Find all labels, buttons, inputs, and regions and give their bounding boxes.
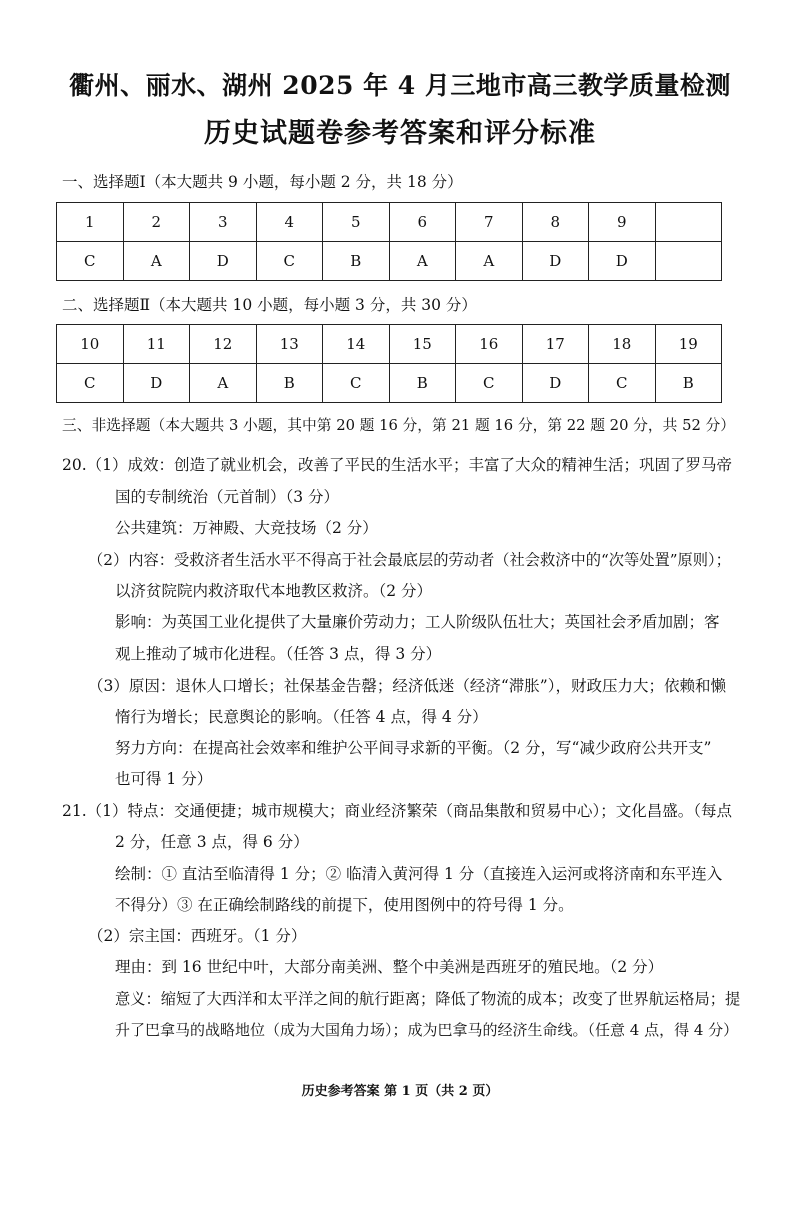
q20-line: 也可得 1 分） <box>115 770 213 788</box>
table-cell-number: 1 <box>57 203 124 242</box>
table-cell-answer: B <box>655 364 722 403</box>
table-row <box>57 325 722 364</box>
q20-line: 努力方向：在提高社会效率和维护公平间寻求新的平衡。（2 分，写“减少政府公共开支” <box>115 739 712 757</box>
table-cell-answer: A <box>190 364 257 403</box>
table-cell-answer: A <box>389 242 456 281</box>
table-cell-answer: D <box>123 364 190 403</box>
table-cell-number: 14 <box>323 325 390 364</box>
q21-line: （2）宗主国：西班牙。（1 分） <box>88 927 307 945</box>
q21-line: 绘制：① 直沽至临清得 1 分；② 临清入黄河得 1 分（直接连入运河或将济南和东平连入 <box>115 865 723 883</box>
table-cell-number: 6 <box>389 203 456 242</box>
table-cell-number: 19 <box>655 325 722 364</box>
table-row <box>57 203 722 242</box>
q21-line: 意义：缩短了大西洋和太平洋之间的航行距离；降低了物流的成本；改变了世界航运格局；提 <box>115 990 741 1008</box>
table-cell-answer: C <box>456 364 523 403</box>
table-cell-answer <box>655 242 722 281</box>
answer-table-2 <box>56 324 722 403</box>
table-cell-number: 15 <box>389 325 456 364</box>
table-cell-answer: C <box>57 242 124 281</box>
table-cell-number: 13 <box>256 325 323 364</box>
table-cell-number: 9 <box>589 203 656 242</box>
table-row <box>57 364 722 403</box>
q20-line: 惰行为增长；民意舆论的影响。（任答 4 点，得 4 分） <box>115 708 488 726</box>
table-cell-number: 12 <box>190 325 257 364</box>
table-cell-answer: B <box>323 242 390 281</box>
q21-line: 升了巴拿马的战略地位（成为大国角力场）；成为巴拿马的经济生命线。（任意 4 点，得 4 分） <box>115 1021 739 1039</box>
table-cell-answer: C <box>323 364 390 403</box>
table-row <box>57 242 722 281</box>
table-cell-answer: C <box>589 364 656 403</box>
section3-heading: 三、非选择题（本大题共 3 小题，其中第 20 题 16 分，第 21 题 16 分，第 22 题 20 分，共 52 分） <box>62 417 736 434</box>
table-cell-number: 11 <box>123 325 190 364</box>
q21-line: 21.（1）特点：交通便捷；城市规模大；商业经济繁荣（商品集散和贸易中心）；文化昌盛。（每点 <box>62 802 733 820</box>
table-cell-answer: D <box>522 242 589 281</box>
q21-line: 2 分，任意 3 点，得 6 分） <box>115 833 309 851</box>
table-cell-answer: B <box>389 364 456 403</box>
table-cell-number <box>655 203 722 242</box>
table-cell-answer: A <box>456 242 523 281</box>
table-cell-answer: C <box>256 242 323 281</box>
table-cell-number: 2 <box>123 203 190 242</box>
table-cell-number: 4 <box>256 203 323 242</box>
table-cell-number: 16 <box>456 325 523 364</box>
q21-line: 理由：到 16 世纪中叶，大部分南美洲、整个中美洲是西班牙的殖民地。（2 分） <box>115 958 664 976</box>
q20-line: 20.（1）成效：创造了就业机会，改善了平民的生活水平；丰富了大众的精神生活；巩固了罗马帝 <box>62 456 733 474</box>
page-title: 衢州、丽水、湖州 2025 年 4 月三地市高三教学质量检测 <box>69 71 731 100</box>
table-cell-answer: D <box>190 242 257 281</box>
table-cell-number: 18 <box>589 325 656 364</box>
table-cell-number: 17 <box>522 325 589 364</box>
q20-line: （2）内容：受救济者生活水平不得高于社会最底层的劳动者（社会救济中的“次等处置”原则）； <box>88 551 731 569</box>
section2-heading: 二、选择题Ⅱ（本大题共 10 小题，每小题 3 分，共 30 分） <box>62 296 477 314</box>
section1-heading: 一、选择题Ⅰ（本大题共 9 小题，每小题 2 分，共 18 分） <box>62 173 463 191</box>
q20-line: （3）原因：退休人口增长；社保基金告罄；经济低迷（经济“滞胀”），财政压力大；依赖和懒 <box>88 677 726 695</box>
q21-line: 不得分）③ 在正确绘制路线的前提下，使用图例中的符号得 1 分。 <box>115 896 574 914</box>
table-cell-answer: A <box>123 242 190 281</box>
table-cell-answer: D <box>589 242 656 281</box>
page-subtitle: 历史试题卷参考答案和评分标准 <box>204 118 596 149</box>
answer-table-1 <box>56 202 722 281</box>
table-cell-answer: C <box>57 364 124 403</box>
table-cell-number: 7 <box>456 203 523 242</box>
table-cell-number: 8 <box>522 203 589 242</box>
q20-line: 观上推动了城市化进程。（任答 3 点，得 3 分） <box>115 645 442 663</box>
table-cell-number: 3 <box>190 203 257 242</box>
table-cell-number: 10 <box>57 325 124 364</box>
table-cell-number: 5 <box>323 203 390 242</box>
table-cell-answer: B <box>256 364 323 403</box>
q20-line: 国的专制统治（元首制）（3 分） <box>115 488 340 506</box>
table-cell-answer: D <box>522 364 589 403</box>
page-footer: 历史参考答案 第 1 页（共 2 页） <box>301 1084 499 1099</box>
q20-line: 影响：为英国工业化提供了大量廉价劳动力；工人阶级队伍壮大；英国社会矛盾加剧；客 <box>115 613 720 631</box>
q20-line: 以济贫院院内救济取代本地教区救济。（2 分） <box>115 582 433 600</box>
q20-line: 公共建筑：万神殿、大竞技场（2 分） <box>115 519 378 537</box>
